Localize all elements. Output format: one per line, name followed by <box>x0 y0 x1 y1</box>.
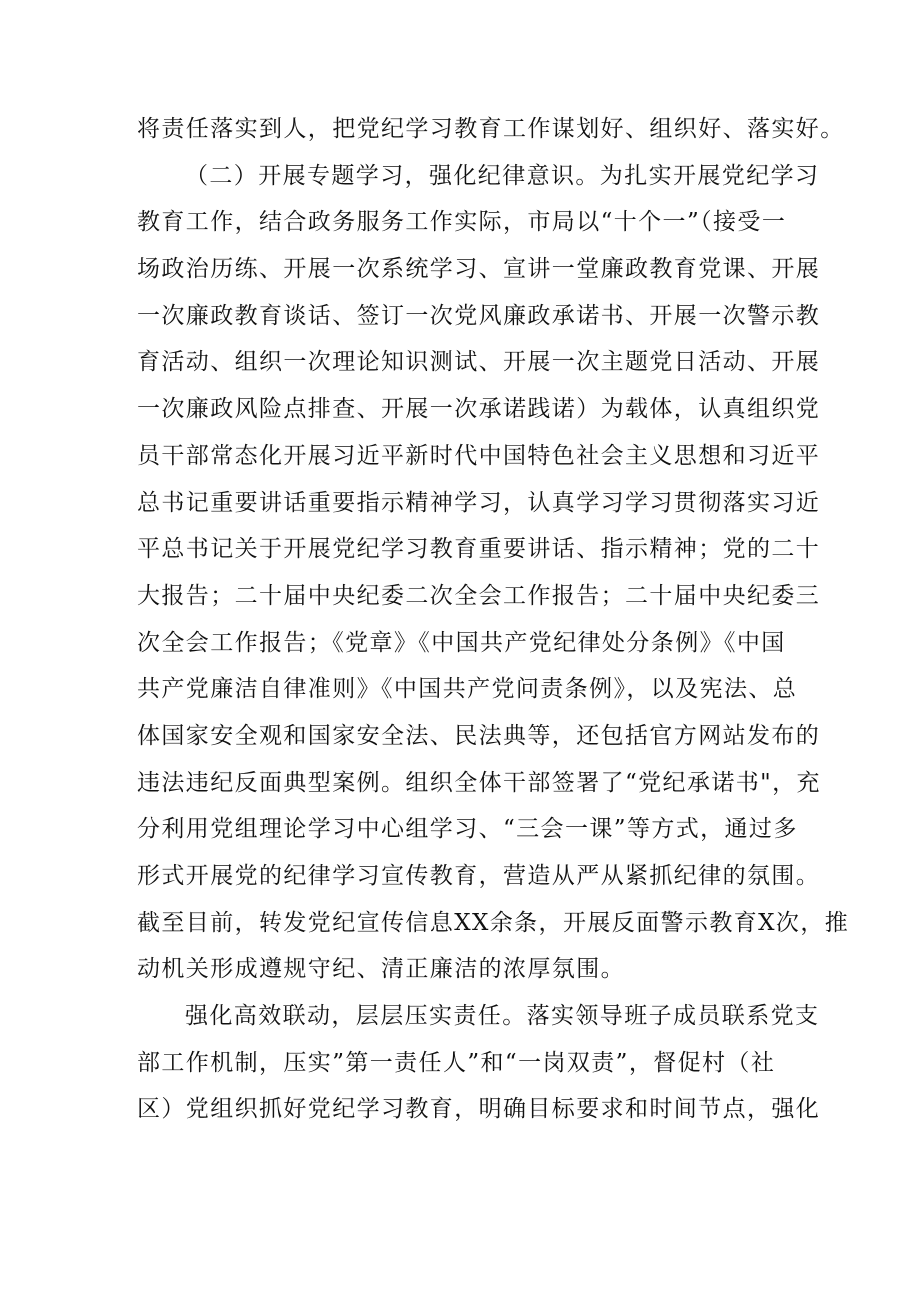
text-line-7: 一次廉政风险点排查、开展一次承诺践诺）为载体，认真组织党 <box>137 396 821 423</box>
text-line-13: 共产党廉洁自律准则》《中国共产党问责条例》，以及宪法、总 <box>137 676 798 703</box>
text-line-6: 育活动、组织一次理论知识测试、开展一次主题党日活动、开展 <box>137 349 821 376</box>
text-line-4: 场政治历练、开展一次系统学习、宣讲一堂廉政教育党课、开展 <box>137 256 821 283</box>
text-line-9: 总书记重要讲话重要指示精神学习，认真学习学习贯彻落实习近 <box>137 489 821 516</box>
text-line-16: 分利用党组理论学习中心组学习、“三会一课”等方式，通过多 <box>137 816 798 843</box>
document-body <box>137 106 850 1133</box>
paragraph-start-line: 强化高效联动，层层压实责任。落实领导班子成员联系党支 <box>185 1003 820 1030</box>
text-line-12: 次全会工作报告；《党章》《中国共产党纪律处分条例》《中国 <box>137 629 786 656</box>
text-line-5: 一次廉政教育谈话、签订一次党风廉政承诺书、开展一次警示教 <box>137 302 821 329</box>
text-line-17: 形式开展党的纪律学习宣传教育，营造从严从紧抓纪律的氛围。 <box>137 863 821 889</box>
text-line-21: 部工作机制，压实”第一责任人”和“一岗双责”，督促村（社 <box>137 1049 776 1076</box>
text-line-18: 截至目前，转发党纪宣传信息XX余条，开展反面警示教育X次，推 <box>137 909 850 936</box>
section-heading-line: （二）开展专题学习，强化纪律意识。为扎实开展党纪学习 <box>185 162 820 189</box>
text-line-15: 违法违纪反面典型案例。组织全体干部签署了“党纪承诺书"，充 <box>137 769 821 796</box>
text-line-11: 大报告；二十届中央纪委二次全会工作报告；二十届中央纪委三 <box>137 582 821 609</box>
text-line-10: 平总书记关于开展党纪学习教育重要讲话、指示精神；党的二十 <box>137 536 821 563</box>
text-line-22: 区）党组织抓好党纪学习教育，明确目标要求和时间节点，强化 <box>137 1096 821 1123</box>
text-line-19: 动机关形成遵规守纪、清正廉洁的浓厚氛围。 <box>137 956 625 983</box>
text-line-1: 将责任落实到人，把党纪学习教育工作谋划好、组织好、落实好。 <box>137 116 845 142</box>
text-line-8: 员干部常态化开展习近平新时代中国特色社会主义思想和习近平 <box>137 442 821 469</box>
text-line-14: 体国家安全观和国家安全法、民法典等，还包括官方网站发布的 <box>137 722 821 749</box>
text-line-3: 教育工作，结合政务服务工作实际，市局以“十个一”（接受一 <box>137 209 787 236</box>
